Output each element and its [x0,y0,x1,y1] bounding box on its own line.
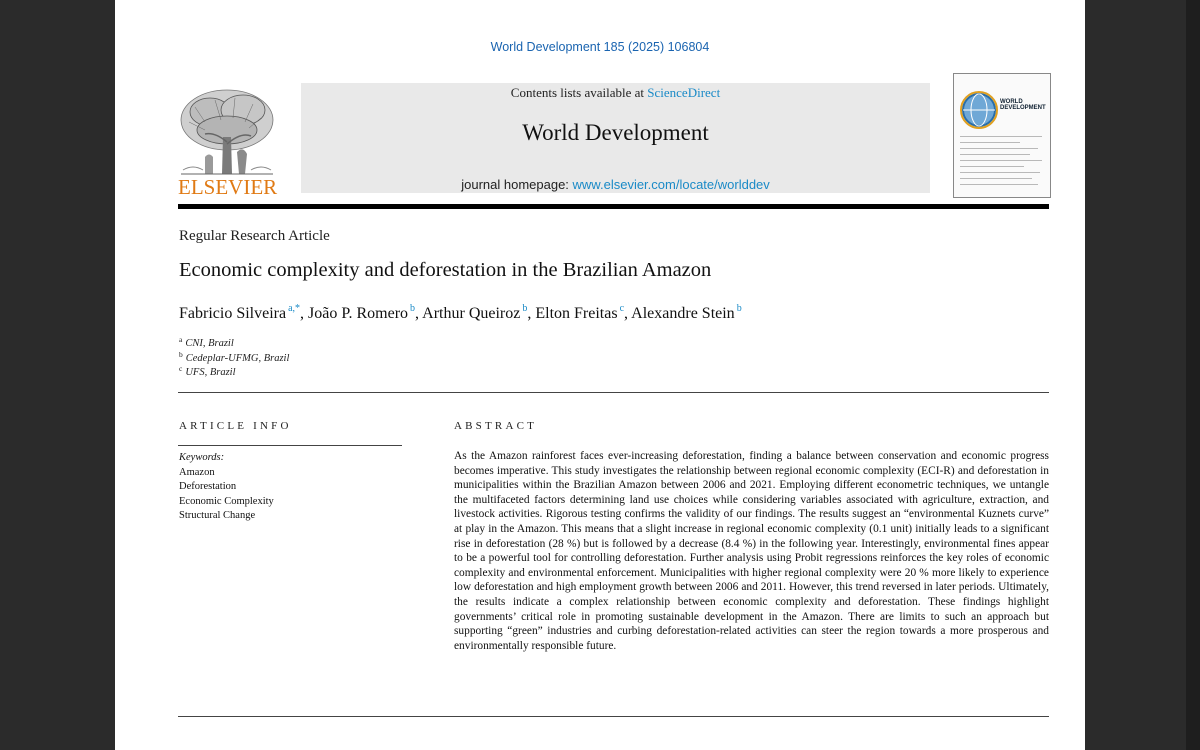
author-name: Alexandre Stein [631,305,735,322]
affiliation-text: CNI, Brazil [185,338,234,349]
keywords-block [179,452,274,525]
affiliation-link[interactable]: b [522,303,528,314]
article-title: Economic complexity and deforestation in the Brazilian Amazon [179,259,712,281]
keyword-item: Deforestation [179,481,237,493]
affiliation-link[interactable]: b [736,303,742,314]
article-info-heading: ARTICLE INFO [179,420,292,432]
globe-icon [959,90,999,130]
journal-reference-link[interactable]: World Development 185 (2025) 106804 [490,40,710,54]
article-info-rule [178,445,402,446]
author-name: João P. Romero [308,305,409,322]
keyword-item: Economic Complexity [179,495,274,507]
author-separator: , [624,305,632,322]
abstract-heading: ABSTRACT [454,420,538,432]
journal-homepage-link[interactable]: www.elsevier.com/locate/worlddev [572,177,770,192]
sciencedirect-link[interactable]: ScienceDirect [647,85,721,100]
affiliation-link[interactable]: c [619,303,625,314]
author-list [179,303,742,323]
affiliation-mark: a [179,335,183,344]
article-type: Regular Research Article [179,228,330,244]
affiliation-link[interactable]: b [410,303,416,314]
elsevier-wordmark: ELSEVIER [178,175,278,199]
cover-title: WORLD DEVELOPMENT [1000,99,1046,111]
affiliation-item [179,364,289,379]
affiliation-mark: c [179,364,183,373]
keyword-item: Amazon [179,466,215,478]
journal-cover-thumbnail [953,73,1051,198]
abstract-bottom-rule [178,716,1049,717]
author-separator: , [527,305,536,322]
author-name: Fabricio Silveira [179,305,287,322]
affiliation-list [179,335,289,379]
author-separator: , [415,305,423,322]
author-name: Arthur Queiroz [422,305,521,322]
keywords-label: Keywords: [179,452,225,463]
affiliation-item [179,350,289,365]
author-separator: , [300,305,309,322]
affiliation-text: UFS, Brazil [185,367,236,378]
contents-line [301,85,930,101]
affiliation-link[interactable]: a,* [288,303,301,314]
homepage-line [301,177,930,192]
keyword-item: Structural Change [179,510,256,522]
pdf-page [115,0,1085,750]
journal-name: World Development [522,120,709,145]
affiliation-item [179,335,289,350]
affiliation-text: Cedeplar-UFMG, Brazil [185,352,290,364]
affiliation-rule [178,392,1049,393]
contents-prefix: Contents lists available at [510,85,648,100]
header-rule [178,204,1049,209]
affiliation-mark: b [179,349,183,359]
author-name: Elton Freitas [535,305,618,322]
vertical-scrollbar[interactable] [1186,0,1200,750]
homepage-prefix: journal homepage: [461,177,573,192]
abstract-text: As the Amazon rainforest faces ever-increasing deforestation, finding a balance between conservation and economic progress becomes imperative. This study investigates the relationship between regional economic complexity (ECI-R) and deforestation in municipalities within the Brazilian Amazon between 2006 and 2021. Employing different econometric techniques, we untangle the multifaceted factors determining land use choices while considering variables associated with agriculture, extraction, and livestock activities. Rigorous testing confirms the validity of our findings. The results suggest an “environmental Kuznets curve” at play in the Amazon. This means that a slight increase in regional economic complexity (0.1 unit) initially leads to a significant rise in deforestation (28 %) but is followed by a decrease (8.4 %) in the following year. Interestingly, environmental fines appear to be a powerful tool for controlling deforestation. Further analysis using Probit regressions reinforces the key roles of economic complexity and environmental enforcement. Municipalities with higher regional complexity were 20 % more likely to experience low deforestation and high employment growth between 2006 and 2011. However, this trend reversed in later periods. Ultimately, the results indicate a complex relationship between economic complexity and deforestation. These findings highlight governments’ critical role in promoting sustainable development in the Amazon. There are limits to such an approach but supporting “green” industries and curbing deforestation-related activities can steer the region towards a more prosperous and environmentally responsible future. [454,450,1049,652]
